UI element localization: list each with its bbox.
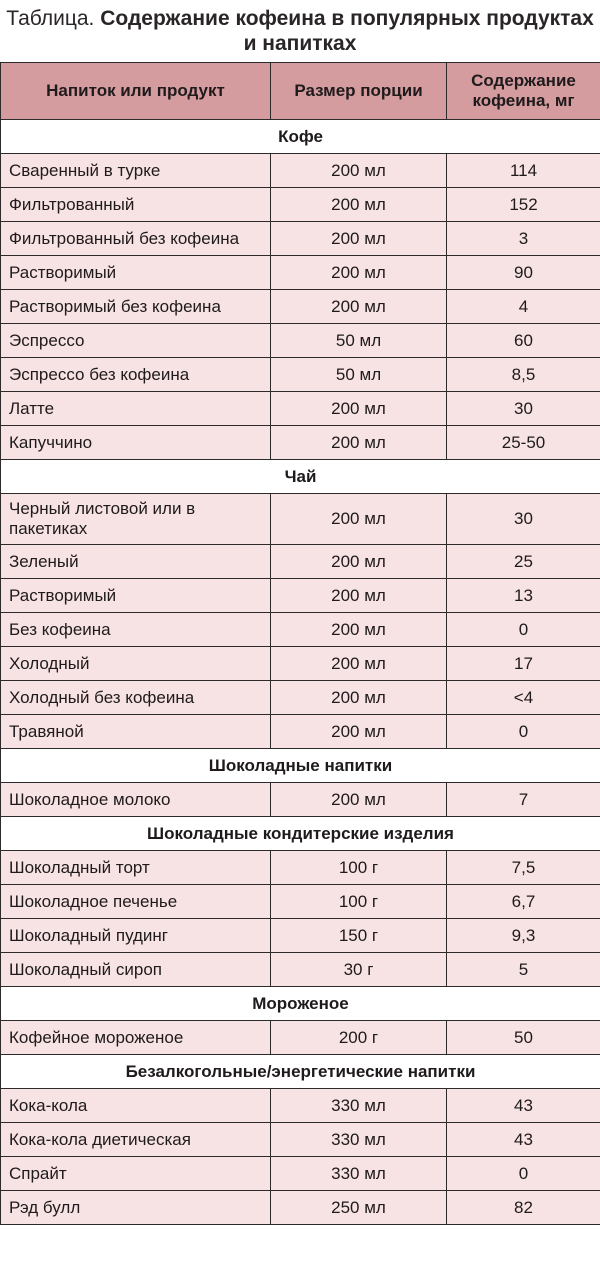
caffeine-cell: 7 xyxy=(447,783,600,817)
caffeine-cell: 50 xyxy=(447,1021,600,1055)
product-name-cell: Шоколадный сироп xyxy=(1,953,271,987)
table-row xyxy=(1,222,600,256)
product-name-cell: Кока-кола диетическая xyxy=(1,1123,271,1157)
product-name-cell: Черный листовой или в пакетиках xyxy=(1,494,271,545)
caffeine-cell: 7,5 xyxy=(447,851,600,885)
portion-cell: 200 мл xyxy=(271,290,447,324)
caffeine-cell: 30 xyxy=(447,392,600,426)
table-row xyxy=(1,358,600,392)
title-prefix: Таблица. xyxy=(6,7,95,30)
portion-cell: 150 г xyxy=(271,919,447,953)
section-row xyxy=(1,817,600,851)
table-body xyxy=(1,120,600,1225)
section-title: Шоколадные кондитерские изделия xyxy=(1,817,600,851)
portion-cell: 200 мл xyxy=(271,681,447,715)
portion-cell: 330 мл xyxy=(271,1089,447,1123)
portion-cell: 100 г xyxy=(271,851,447,885)
portion-cell: 200 мл xyxy=(271,545,447,579)
caffeine-table xyxy=(0,62,600,1225)
table-row xyxy=(1,953,600,987)
portion-cell: 200 мл xyxy=(271,256,447,290)
portion-cell: 200 мл xyxy=(271,783,447,817)
product-name-cell: Без кофеина xyxy=(1,613,271,647)
portion-cell: 200 мл xyxy=(271,494,447,545)
portion-cell: 200 мл xyxy=(271,222,447,256)
product-name-cell: Фильтрованный xyxy=(1,188,271,222)
product-name-cell: Шоколадный пудинг xyxy=(1,919,271,953)
section-title: Шоколадные напитки xyxy=(1,749,600,783)
caffeine-cell: 152 xyxy=(447,188,600,222)
table-row xyxy=(1,1191,600,1225)
page-title xyxy=(0,0,600,62)
portion-cell: 200 мл xyxy=(271,426,447,460)
section-row xyxy=(1,120,600,154)
section-title: Чай xyxy=(1,460,600,494)
caffeine-cell: 0 xyxy=(447,613,600,647)
portion-cell: 50 мл xyxy=(271,358,447,392)
caffeine-cell: 3 xyxy=(447,222,600,256)
table-row xyxy=(1,681,600,715)
product-name-cell: Сваренный в турке xyxy=(1,154,271,188)
caffeine-cell: 0 xyxy=(447,1157,600,1191)
caffeine-cell: 82 xyxy=(447,1191,600,1225)
header-caffeine: Содержание кофеина, мг xyxy=(447,63,600,120)
table-row xyxy=(1,494,600,545)
caffeine-cell: 0 xyxy=(447,715,600,749)
table-row xyxy=(1,290,600,324)
table-row xyxy=(1,783,600,817)
portion-cell: 200 мл xyxy=(271,613,447,647)
product-name-cell: Холодный без кофеина xyxy=(1,681,271,715)
section-row xyxy=(1,1055,600,1089)
section-title: Мороженое xyxy=(1,987,600,1021)
table-row xyxy=(1,545,600,579)
product-name-cell: Кока-кола xyxy=(1,1089,271,1123)
section-title: Кофе xyxy=(1,120,600,154)
portion-cell: 200 мл xyxy=(271,715,447,749)
product-name-cell: Растворимый xyxy=(1,256,271,290)
portion-cell: 200 мл xyxy=(271,188,447,222)
table-row xyxy=(1,154,600,188)
product-name-cell: Рэд булл xyxy=(1,1191,271,1225)
header-portion: Размер порции xyxy=(271,63,447,120)
portion-cell: 200 мл xyxy=(271,647,447,681)
caffeine-cell: <4 xyxy=(447,681,600,715)
caffeine-cell: 25 xyxy=(447,545,600,579)
caffeine-cell: 13 xyxy=(447,579,600,613)
portion-cell: 250 мл xyxy=(271,1191,447,1225)
portion-cell: 30 г xyxy=(271,953,447,987)
caffeine-cell: 90 xyxy=(447,256,600,290)
table-row xyxy=(1,919,600,953)
product-name-cell: Эспрессо xyxy=(1,324,271,358)
table-header-row xyxy=(1,63,600,120)
table-row xyxy=(1,613,600,647)
portion-cell: 330 мл xyxy=(271,1123,447,1157)
caffeine-cell: 17 xyxy=(447,647,600,681)
section-row xyxy=(1,987,600,1021)
portion-cell: 330 мл xyxy=(271,1157,447,1191)
title-text: Содержание кофеина в популярных продуктах и напитках xyxy=(100,7,594,55)
product-name-cell: Спрайт xyxy=(1,1157,271,1191)
table-row xyxy=(1,256,600,290)
caffeine-cell: 4 xyxy=(447,290,600,324)
caffeine-cell: 60 xyxy=(447,324,600,358)
table-row xyxy=(1,579,600,613)
table-row xyxy=(1,647,600,681)
header-product: Напиток или продукт xyxy=(1,63,271,120)
product-name-cell: Шоколадный торт xyxy=(1,851,271,885)
portion-cell: 200 мл xyxy=(271,154,447,188)
caffeine-cell: 114 xyxy=(447,154,600,188)
product-name-cell: Растворимый xyxy=(1,579,271,613)
caffeine-cell: 43 xyxy=(447,1089,600,1123)
product-name-cell: Шоколадное молоко xyxy=(1,783,271,817)
section-row xyxy=(1,460,600,494)
table-row xyxy=(1,885,600,919)
portion-cell: 200 мл xyxy=(271,579,447,613)
table-row xyxy=(1,715,600,749)
caffeine-cell: 25-50 xyxy=(447,426,600,460)
product-name-cell: Зеленый xyxy=(1,545,271,579)
caffeine-cell: 6,7 xyxy=(447,885,600,919)
product-name-cell: Фильтрованный без кофеина xyxy=(1,222,271,256)
table-row xyxy=(1,188,600,222)
portion-cell: 200 мл xyxy=(271,392,447,426)
product-name-cell: Травяной xyxy=(1,715,271,749)
section-title: Безалкогольные/энергетические напитки xyxy=(1,1055,600,1089)
caffeine-cell: 8,5 xyxy=(447,358,600,392)
table-row xyxy=(1,851,600,885)
caffeine-cell: 43 xyxy=(447,1123,600,1157)
portion-cell: 200 г xyxy=(271,1021,447,1055)
portion-cell: 100 г xyxy=(271,885,447,919)
table-row xyxy=(1,392,600,426)
section-row xyxy=(1,749,600,783)
product-name-cell: Латте xyxy=(1,392,271,426)
product-name-cell: Капуччино xyxy=(1,426,271,460)
table-row xyxy=(1,1157,600,1191)
product-name-cell: Холодный xyxy=(1,647,271,681)
caffeine-cell: 5 xyxy=(447,953,600,987)
product-name-cell: Эспрессо без кофеина xyxy=(1,358,271,392)
portion-cell: 50 мл xyxy=(271,324,447,358)
caffeine-cell: 30 xyxy=(447,494,600,545)
table-row xyxy=(1,324,600,358)
table-row xyxy=(1,1123,600,1157)
caffeine-cell: 9,3 xyxy=(447,919,600,953)
table-row xyxy=(1,426,600,460)
product-name-cell: Растворимый без кофеина xyxy=(1,290,271,324)
table-row xyxy=(1,1089,600,1123)
product-name-cell: Кофейное мороженое xyxy=(1,1021,271,1055)
product-name-cell: Шоколадное печенье xyxy=(1,885,271,919)
table-row xyxy=(1,1021,600,1055)
